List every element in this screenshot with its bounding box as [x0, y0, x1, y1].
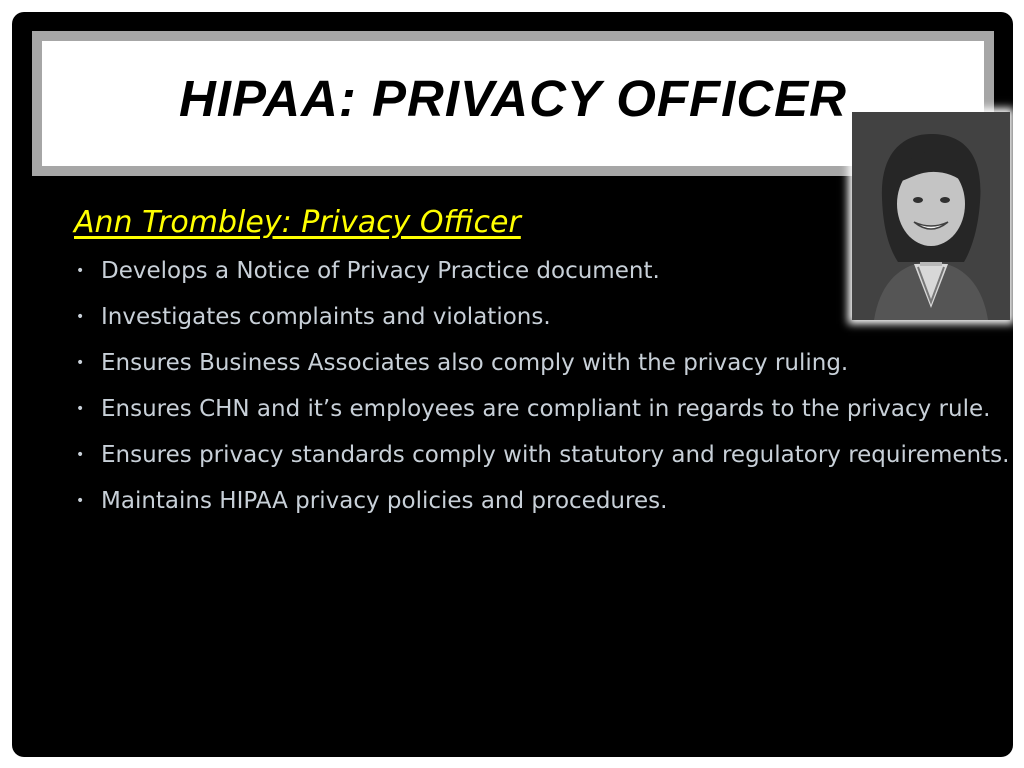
bullet-icon: •	[76, 263, 85, 279]
title-frame	[32, 31, 994, 176]
bullet-text: Develops a Notice of Privacy Practice document.	[101, 258, 660, 284]
officer-name-heading: Ann Trombley: Privacy Officer	[74, 205, 521, 240]
bullet-text: Ensures Business Associates also comply with the privacy ruling.	[101, 350, 849, 376]
slide	[12, 12, 1013, 757]
bullet-text: Ensures CHN and it’s employees are compliant in regards to the privacy rule.	[101, 396, 991, 422]
bullet-icon: •	[76, 493, 85, 509]
bullet-icon: •	[76, 401, 85, 417]
slide-content	[74, 204, 1012, 528]
list-item	[74, 390, 1012, 428]
bullet-text: Investigates complaints and violations.	[101, 304, 551, 330]
bullet-text: Ensures privacy standards comply with statutory and regulatory requirements.	[101, 442, 1010, 468]
list-item	[74, 252, 1012, 290]
bullet-text: Maintains HIPAA privacy policies and procedures.	[101, 488, 668, 514]
list-item	[74, 298, 1012, 336]
list-item	[74, 482, 1012, 520]
bullet-icon: •	[76, 355, 85, 371]
title-box	[42, 41, 984, 166]
list-item	[74, 344, 1012, 382]
slide-title: HIPAA: PRIVACY OFFICER	[178, 70, 848, 127]
bullet-icon: •	[76, 447, 85, 463]
list-item	[74, 436, 1012, 474]
bullet-list	[74, 252, 1012, 520]
bullet-icon: •	[76, 309, 85, 325]
